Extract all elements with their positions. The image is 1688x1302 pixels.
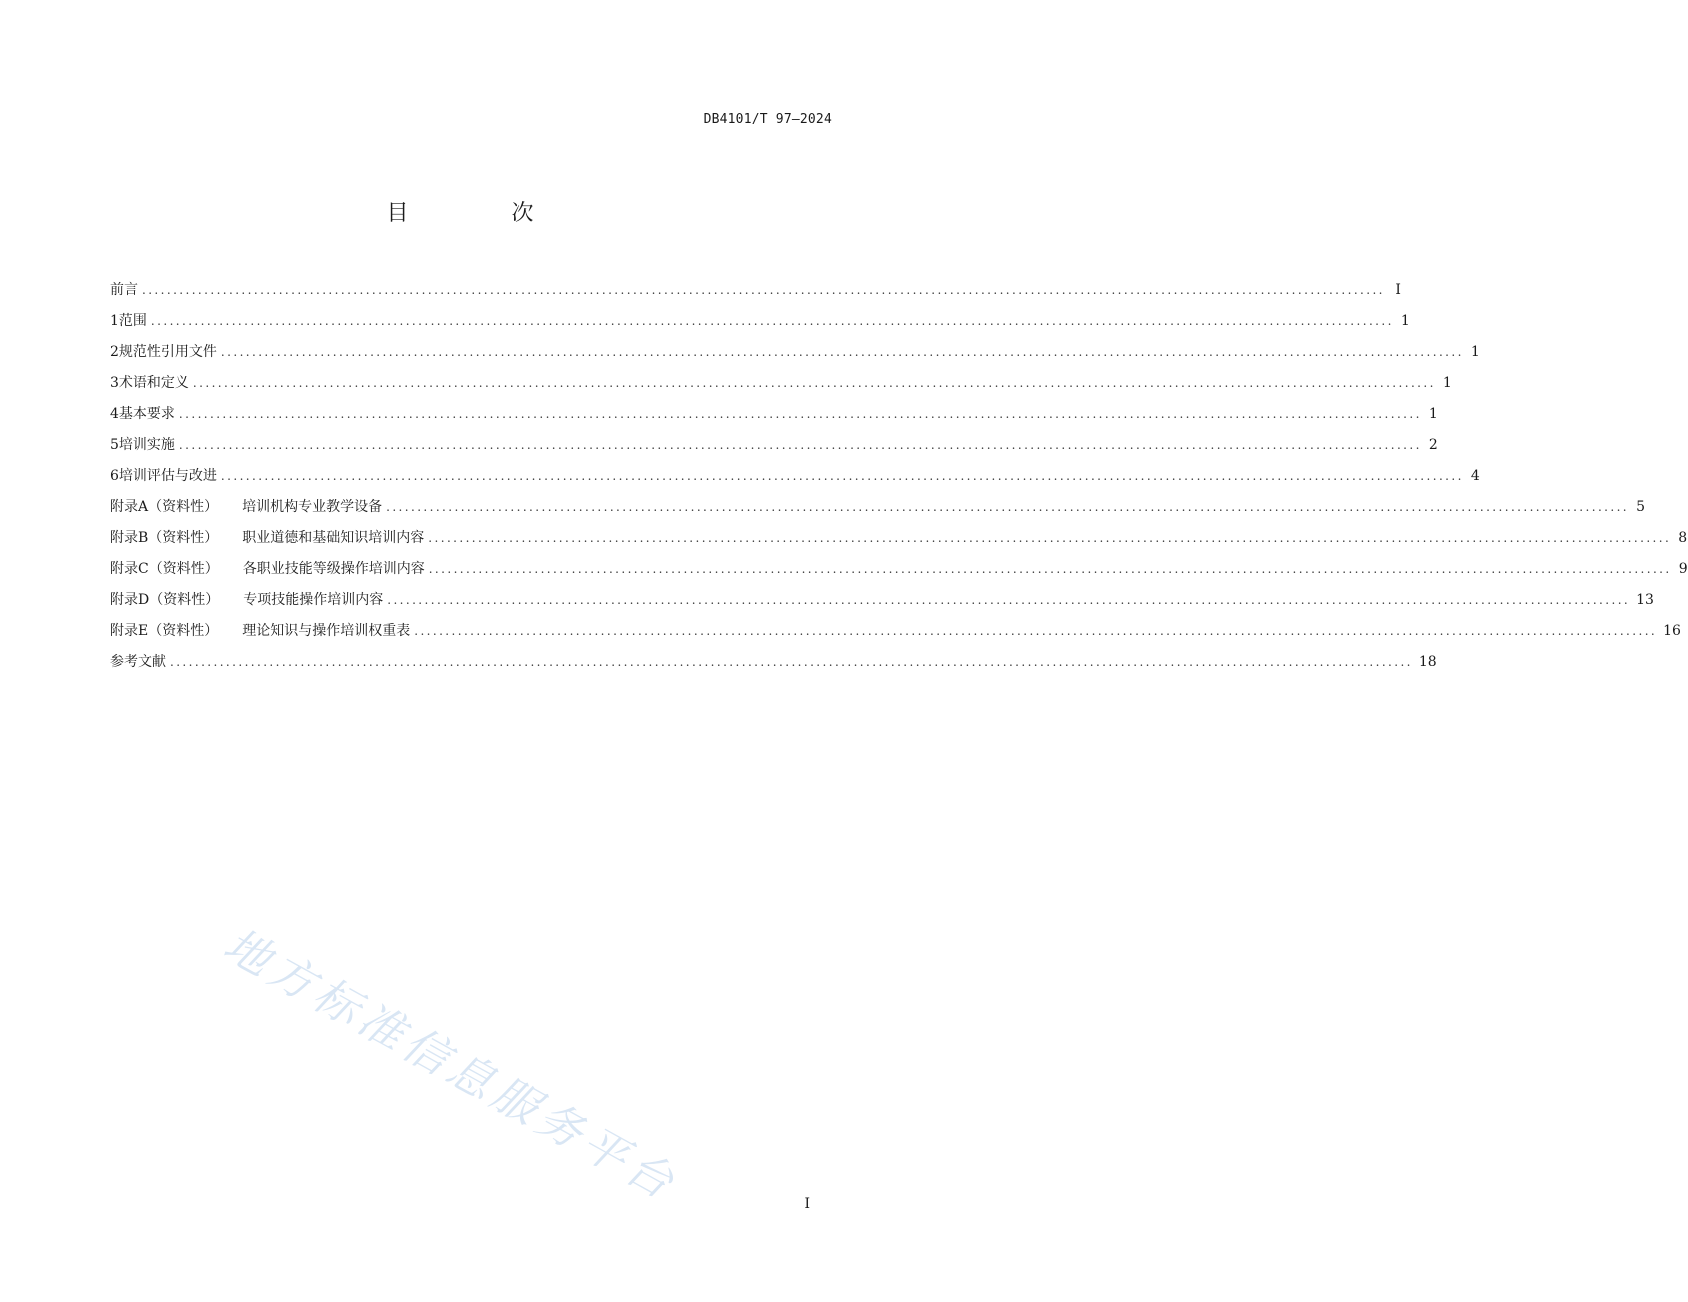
toc-entry[interactable] xyxy=(110,340,1480,371)
toc-entry[interactable] xyxy=(110,619,1681,650)
toc-entry-label: 各职业技能等级操作培训内容 xyxy=(242,561,425,577)
toc-entry-number: 附录E（资料性） xyxy=(110,623,219,639)
toc-entry-page: 13 xyxy=(1636,592,1654,608)
toc-entry-page: 1 xyxy=(1442,375,1452,391)
toc-entry-label: 前言 xyxy=(110,282,138,298)
toc-entry[interactable] xyxy=(110,650,1437,681)
toc-entry-page: 9 xyxy=(1678,561,1688,577)
toc-entry[interactable] xyxy=(110,433,1438,464)
toc-entry-page: 8 xyxy=(1678,530,1688,546)
toc-entry-page: 2 xyxy=(1428,437,1438,453)
toc-title: 目 次 xyxy=(386,201,582,226)
toc-dot-leader: ........................................................................................................................................................................................................ xyxy=(220,345,1464,359)
toc-entry-number: 附录D（资料性） xyxy=(110,592,220,608)
toc-dot-leader: ........................................................................................................................................................................................................ xyxy=(142,283,1385,297)
toc-entry-label: 范围 xyxy=(118,313,147,329)
toc-entry-page: 1 xyxy=(1470,344,1480,360)
toc-entry-label: 培训实施 xyxy=(118,437,175,453)
page-number: I xyxy=(804,1196,810,1212)
toc-entry-label: 术语和定义 xyxy=(118,375,189,391)
document-code: DB4101/T 97—2024 xyxy=(703,112,832,127)
toc-entry[interactable] xyxy=(110,495,1646,526)
toc-entry-number: 附录B（资料性） xyxy=(110,530,219,546)
toc-dot-leader: ........................................................................................................................................................................................................ xyxy=(178,407,1422,421)
toc-entry-number: 4 xyxy=(110,406,119,422)
toc-dot-leader: ........................................................................................................................................................................................................ xyxy=(387,593,1631,607)
toc-entry-page: I xyxy=(1395,282,1401,298)
toc-entry[interactable] xyxy=(110,464,1480,495)
toc-entry-page: 18 xyxy=(1418,654,1437,670)
toc-entry-number: 附录C（资料性） xyxy=(110,561,219,577)
toc-dot-leader: ........................................................................................................................................................................................................ xyxy=(178,438,1422,452)
toc-entry-label: 职业道德和基础知识培训内容 xyxy=(242,530,425,546)
toc-dot-leader: ........................................................................................................................................................................................................ xyxy=(386,500,1630,514)
toc-entry-number: 3 xyxy=(110,375,119,391)
toc-entry-number: 6 xyxy=(110,468,119,484)
toc-entry[interactable] xyxy=(110,526,1688,557)
toc-entry-page: 4 xyxy=(1470,468,1480,484)
toc-entry-label: 培训评估与改进 xyxy=(118,468,217,484)
toc-entry-number: 附录A（资料性） xyxy=(110,499,219,515)
toc-entry-number: 5 xyxy=(110,437,119,453)
toc-entry[interactable] xyxy=(110,371,1452,402)
watermark: 地方标准信息服务平台 xyxy=(215,917,687,1212)
toc-dot-leader: ........................................................................................................................................................................................................ xyxy=(414,624,1658,638)
toc-entry-page: 16 xyxy=(1663,623,1681,639)
toc-entry-label: 参考文献 xyxy=(110,654,166,670)
toc-entry-page: 5 xyxy=(1636,499,1646,515)
toc-entry-label: 培训机构专业教学设备 xyxy=(242,499,383,515)
toc-entry[interactable] xyxy=(110,588,1654,619)
toc-list xyxy=(110,278,1688,681)
toc-entry-page: 1 xyxy=(1428,406,1438,422)
toc-entry[interactable] xyxy=(110,278,1401,309)
toc-entry-number: 1 xyxy=(110,313,119,329)
toc-entry[interactable] xyxy=(110,309,1410,340)
toc-entry[interactable] xyxy=(110,557,1688,588)
toc-dot-leader: ........................................................................................................................................................................................................ xyxy=(428,531,1672,545)
toc-entry-number: 2 xyxy=(110,344,119,360)
toc-entry-label: 基本要求 xyxy=(118,406,175,422)
toc-entry-label: 规范性引用文件 xyxy=(118,344,217,360)
toc-dot-leader: ........................................................................................................................................................................................................ xyxy=(428,562,1672,576)
toc-dot-leader: ........................................................................................................................................................................................................ xyxy=(192,376,1436,390)
toc-entry-page: 1 xyxy=(1400,313,1410,329)
toc-dot-leader: ........................................................................................................................................................................................................ xyxy=(220,469,1464,483)
toc-entry-label: 理论知识与操作培训权重表 xyxy=(242,623,411,639)
toc-entry-label: 专项技能操作培训内容 xyxy=(243,592,384,608)
toc-entry[interactable] xyxy=(110,402,1438,433)
toc-dot-leader: ........................................................................................................................................................................................................ xyxy=(150,314,1394,328)
toc-dot-leader: ........................................................................................................................................................................................................ xyxy=(170,655,1413,669)
